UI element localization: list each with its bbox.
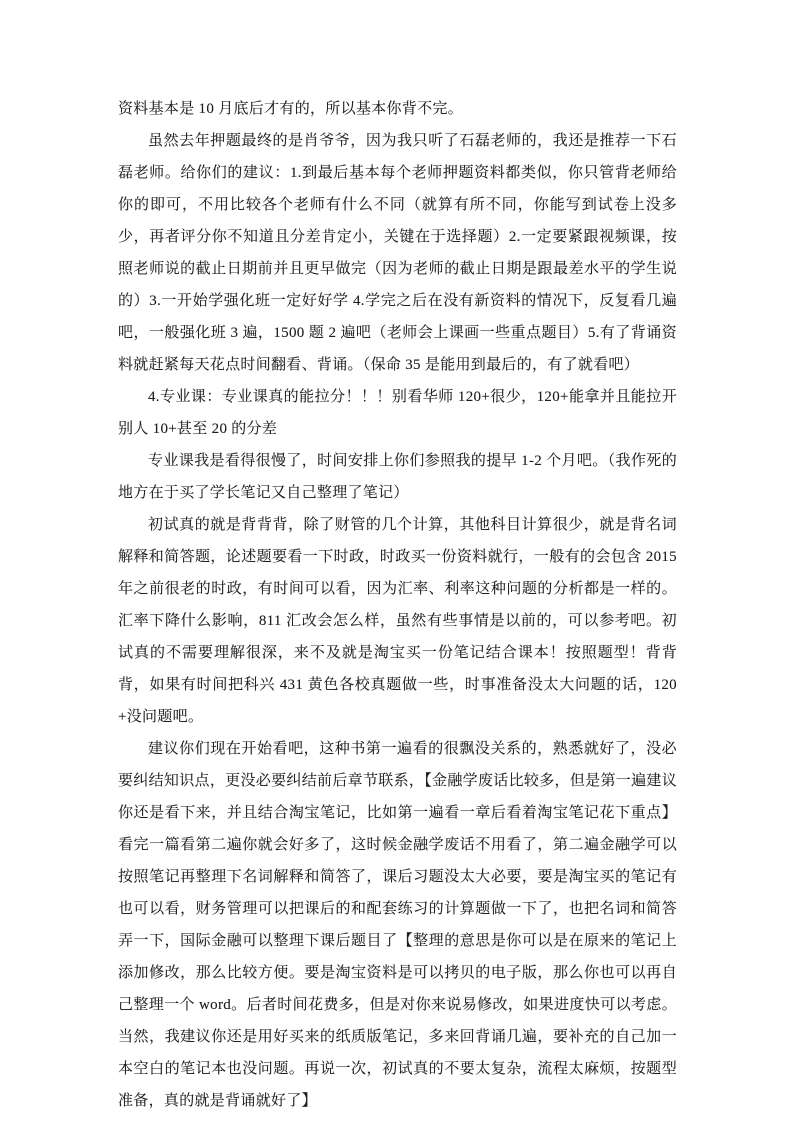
- paragraph-continuation: 资料基本是 10 月底后才有的，所以基本你背不完。: [118, 101, 464, 117]
- text-block: [118, 93, 677, 1117]
- paragraph-major-course-heading: 4.专业课：专业课真的能拉分！！！别看华师 120+很少，120+能拿并且能拉开别人 10+甚至 20 的分差: [118, 389, 677, 437]
- paragraph-schedule-note: 专业课我是看得很慢了，时间安排上你们参照我的提早 1-2 个月吧。（我作死的地方在于买了学长笔记又自己整理了笔记）: [118, 453, 677, 501]
- paragraph-first-exam-advice: 初试真的就是背背背，除了财管的几个计算，其他科目计算很少，就是背名词解释和简答题，论述题要看一下时政，时政买一份资料就行，一般有的会包含 2015 年之前很老的时政，有时间可以看，因为汇率、利率这种问题的分析都是一样的。汇率下降什么影响，811 汇改会怎么样，虽然有些事情是以前的，可以参考吧。初试真的不需要理解很深，来不及就是淘宝买一份笔记结合课本！按照题型！背背背，如果有时间把科兴 431 黄色各校真题做一些，时事准备没太大问题的话，120+没问题吧。: [118, 517, 677, 725]
- paragraph-politics-advice: 虽然去年押题最终的是肖爷爷，因为我只听了石磊老师的，我还是推荐一下石磊老师。给你们的建议：1.到最后基本每个老师押题资料都类似，你只管背老师给你的即可，不用比较各个老师有什么不同（就算有所不同，你能写到试卷上没多少，再者评分你不知道且分差肯定小，关键在于选择题）2.一定要紧跟视频课，按照老师说的截止日期前并且更早做完（因为老师的截止日期是跟最差水平的学生说的）3.一开始学强化班一定好好学 4.学完之后在没有新资料的情况下，反复看几遍吧，一般强化班 3 遍，1500 题 2 遍吧（老师会上课画一些重点题目）5.有了背诵资料就赶紧每天花点时间翻看、背诵。（保命 35 是能用到最后的，有了就看吧）: [118, 133, 677, 373]
- paragraph-reading-plan: 建议你们现在开始看吧，这种书第一遍看的很飘没关系的，熟悉就好了，没必要纠结知识点，更没必要纠结前后章节联系，【金融学废话比较多，但是第一遍建议你还是看下来，并且结合淘宝笔记，比如第一遍看一章后看着淘宝笔记花下重点】看完一篇看第二遍你就会好多了，这时候金融学废话不用看了，第二遍金融学可以按照笔记再整理下名词解释和简答了，课后习题没太大必要，要是淘宝买的笔记有也可以看，财务管理可以把课后的和配套练习的计算题做一下了，也把名词和简答弄一下，国际金融可以整理下课后题目了【整理的意思是你可以是在原来的笔记上添加修改，那么比较方便。要是淘宝资料是可以拷贝的电子版，那么你也可以再自己整理一个 word。后者时间花费多，但是对你来说易修改，如果进度快可以考虑。当然，我建议你还是用好买来的纸质版笔记，多来回背诵几遍，要补充的自己加一本空白的笔记本也没问题。再说一次，初试真的不要太复杂，流程太麻烦，按题型准备，真的就是背诵就好了】: [118, 741, 677, 1109]
